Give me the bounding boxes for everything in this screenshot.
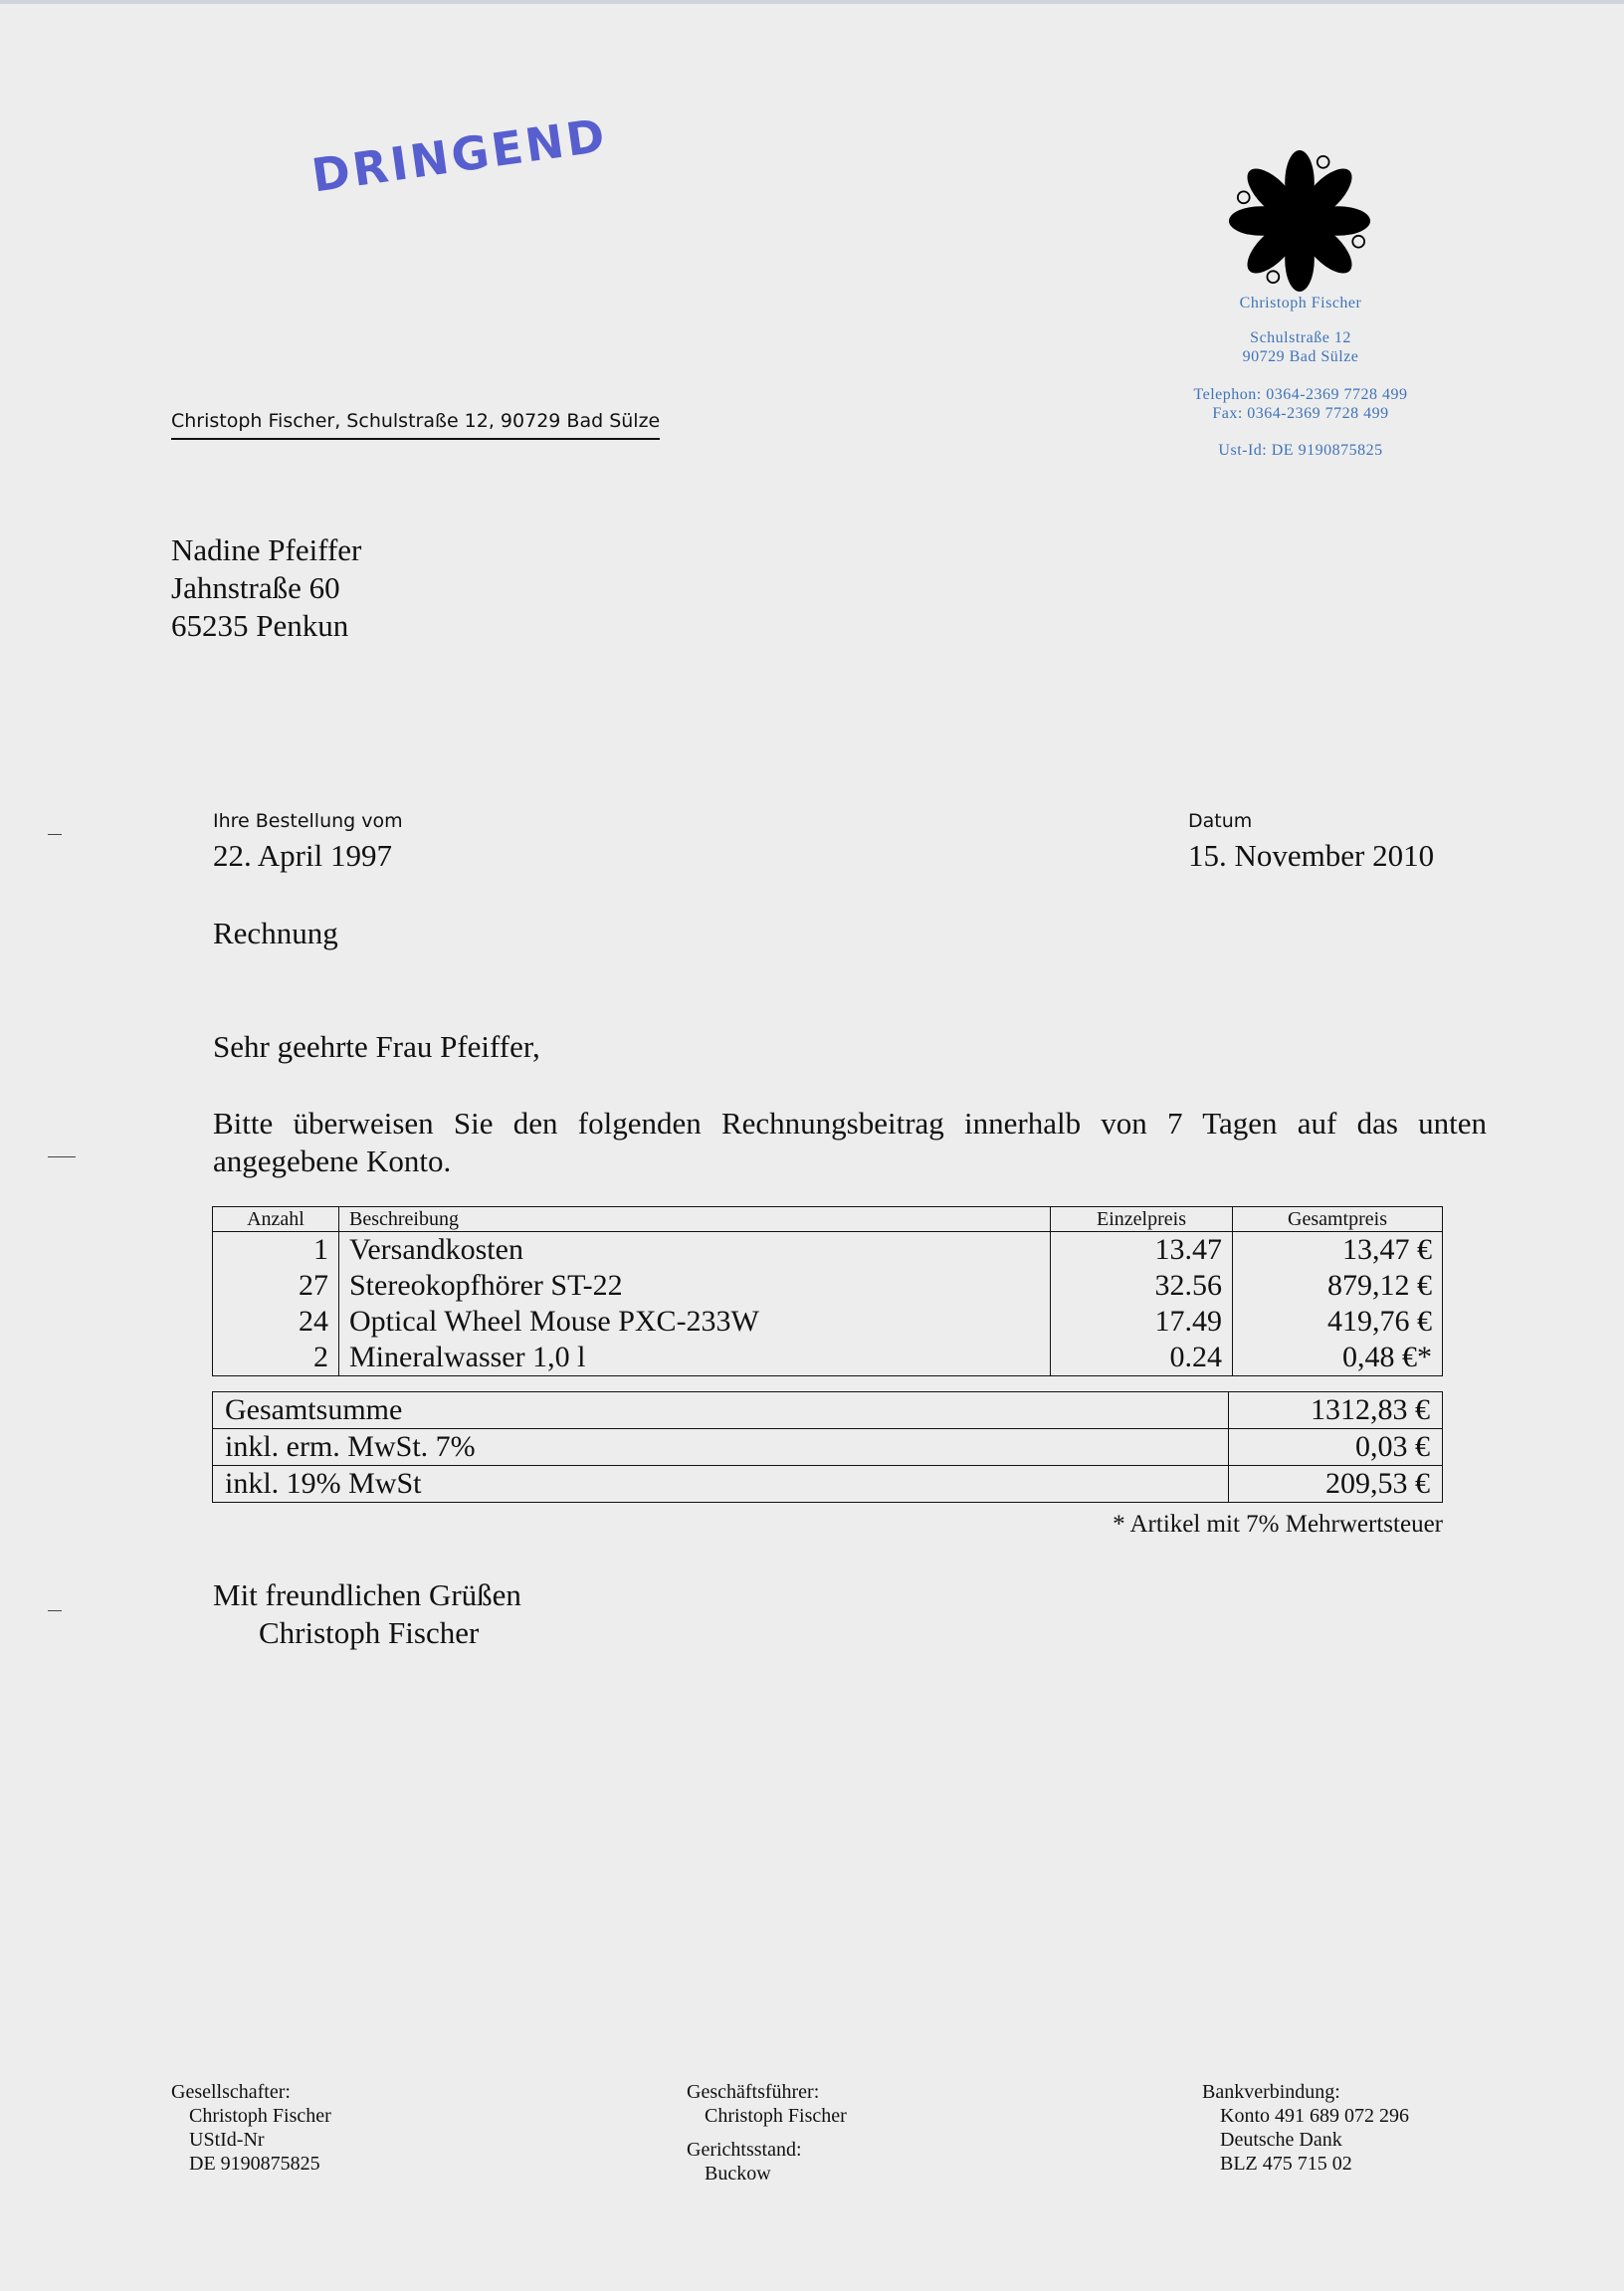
reduced-vat-label: inkl. erm. MwSt. 7% bbox=[213, 1429, 1229, 1466]
grand-total-label: Gesamtsumme bbox=[213, 1392, 1229, 1429]
fold-mark-middle bbox=[48, 1156, 76, 1157]
footer-partners bbox=[171, 2080, 331, 2176]
totals-table bbox=[212, 1391, 1443, 1503]
row-unit-price: 0.24 bbox=[1051, 1340, 1233, 1376]
standard-vat-value: 209,53 € bbox=[1229, 1466, 1443, 1503]
row-total-price: 879,12 € bbox=[1233, 1268, 1443, 1304]
reduced-vat-value: 0,03 € bbox=[1229, 1429, 1443, 1466]
header-description: Beschreibung bbox=[339, 1207, 1051, 1232]
invoice-date-label: Datum bbox=[1188, 810, 1253, 832]
table-row bbox=[213, 1304, 1443, 1340]
footer-ustid-label: UStId-Nr bbox=[189, 2129, 265, 2151]
items-table-header bbox=[213, 1207, 1443, 1232]
row-description: Mineralwasser 1,0 l bbox=[339, 1340, 1051, 1376]
fold-mark-top bbox=[48, 834, 62, 835]
closing-block bbox=[213, 1576, 521, 1652]
footer-ustid-value: DE 9190875825 bbox=[189, 2153, 320, 2175]
return-address: Christoph Fischer, Schulstraße 12, 90729 Bad Sülze bbox=[171, 410, 660, 440]
footer-partners-name: Christoph Fischer bbox=[189, 2105, 331, 2127]
row-unit-price: 17.49 bbox=[1051, 1304, 1233, 1340]
letterhead-name: Christoph Fischer bbox=[1239, 295, 1362, 312]
footer-management bbox=[687, 2080, 847, 2186]
standard-vat-label: inkl. 19% MwSt bbox=[213, 1466, 1229, 1503]
flower-logo-icon bbox=[1226, 147, 1373, 295]
recipient-name: Nadine Pfeiffer bbox=[171, 532, 362, 567]
header-unit-price: Einzelpreis bbox=[1051, 1207, 1233, 1232]
order-date-label: Ihre Bestellung vom bbox=[213, 810, 403, 832]
row-description: Stereokopfhörer ST-22 bbox=[339, 1268, 1051, 1304]
footer-bank-code: BLZ 475 715 02 bbox=[1220, 2153, 1352, 2175]
row-quantity: 1 bbox=[213, 1232, 339, 1269]
total-row bbox=[213, 1392, 1443, 1429]
footer-management-title: Geschäftsführer: bbox=[687, 2081, 820, 2103]
row-unit-price: 32.56 bbox=[1051, 1268, 1233, 1304]
subject-line: Rechnung bbox=[213, 916, 338, 950]
row-total-price: 0,48 €* bbox=[1233, 1340, 1443, 1376]
letterhead-fax: Fax: 0364-2369 7728 499 bbox=[1212, 405, 1389, 422]
body-text: Bitte überweisen Sie den folgenden Rechnungsbeitrag innerhalb von 7 Tagen auf das unten angegebene Konto. bbox=[213, 1106, 1487, 1178]
footer-partners-title: Gesellschafter: bbox=[171, 2081, 291, 2103]
footer-management-name: Christoph Fischer bbox=[705, 2105, 847, 2127]
closing-greeting: Mit freundlichen Grüßen bbox=[213, 1577, 521, 1612]
letterhead-telephone: Telephon: 0364-2369 7728 499 bbox=[1193, 386, 1408, 403]
urgent-stamp: DRINGEND bbox=[308, 107, 611, 203]
footer-bank-account: Konto 491 689 072 296 bbox=[1220, 2105, 1409, 2127]
row-description: Versandkosten bbox=[339, 1232, 1051, 1269]
signature-name: Christoph Fischer bbox=[259, 1615, 480, 1650]
row-quantity: 27 bbox=[213, 1268, 339, 1304]
letterhead-street: Schulstraße 12 bbox=[1250, 329, 1351, 346]
fold-mark-bottom bbox=[48, 1610, 62, 1611]
footer-bank bbox=[1202, 2080, 1409, 2176]
row-quantity: 24 bbox=[213, 1304, 339, 1340]
footer-bank-title: Bankverbindung: bbox=[1202, 2081, 1340, 2103]
footer-court-title: Gerichtsstand: bbox=[687, 2139, 802, 2161]
page-top-edge bbox=[0, 0, 1624, 4]
vat-footnote: * Artikel mit 7% Mehrwertsteuer bbox=[1113, 1511, 1443, 1538]
table-row bbox=[213, 1232, 1443, 1269]
recipient-city: 65235 Penkun bbox=[171, 608, 349, 643]
items-table bbox=[212, 1206, 1443, 1376]
recipient-street: Jahnstraße 60 bbox=[171, 570, 340, 605]
row-total-price: 419,76 € bbox=[1233, 1304, 1443, 1340]
total-row bbox=[213, 1429, 1443, 1466]
order-date-value: 22. April 1997 bbox=[213, 838, 392, 873]
letterhead-city: 90729 Bad Sülze bbox=[1242, 348, 1359, 365]
table-row bbox=[213, 1340, 1443, 1376]
row-unit-price: 13.47 bbox=[1051, 1232, 1233, 1269]
header-total-price: Gesamtpreis bbox=[1233, 1207, 1443, 1232]
row-description: Optical Wheel Mouse PXC-233W bbox=[339, 1304, 1051, 1340]
header-quantity: Anzahl bbox=[213, 1207, 339, 1232]
invoice-date-value: 15. November 2010 bbox=[1188, 838, 1435, 873]
grand-total-value: 1312,83 € bbox=[1229, 1392, 1443, 1429]
footer-bank-name: Deutsche Dank bbox=[1220, 2129, 1342, 2151]
row-total-price: 13,47 € bbox=[1233, 1232, 1443, 1269]
footer-court-value: Buckow bbox=[705, 2163, 771, 2185]
salutation: Sehr geehrte Frau Pfeiffer, bbox=[213, 1029, 540, 1064]
recipient-address bbox=[171, 531, 361, 645]
total-row bbox=[213, 1466, 1443, 1503]
letterhead-ust-id: Ust-Id: DE 9190875825 bbox=[1218, 442, 1383, 459]
row-quantity: 2 bbox=[213, 1340, 339, 1376]
table-row bbox=[213, 1268, 1443, 1304]
